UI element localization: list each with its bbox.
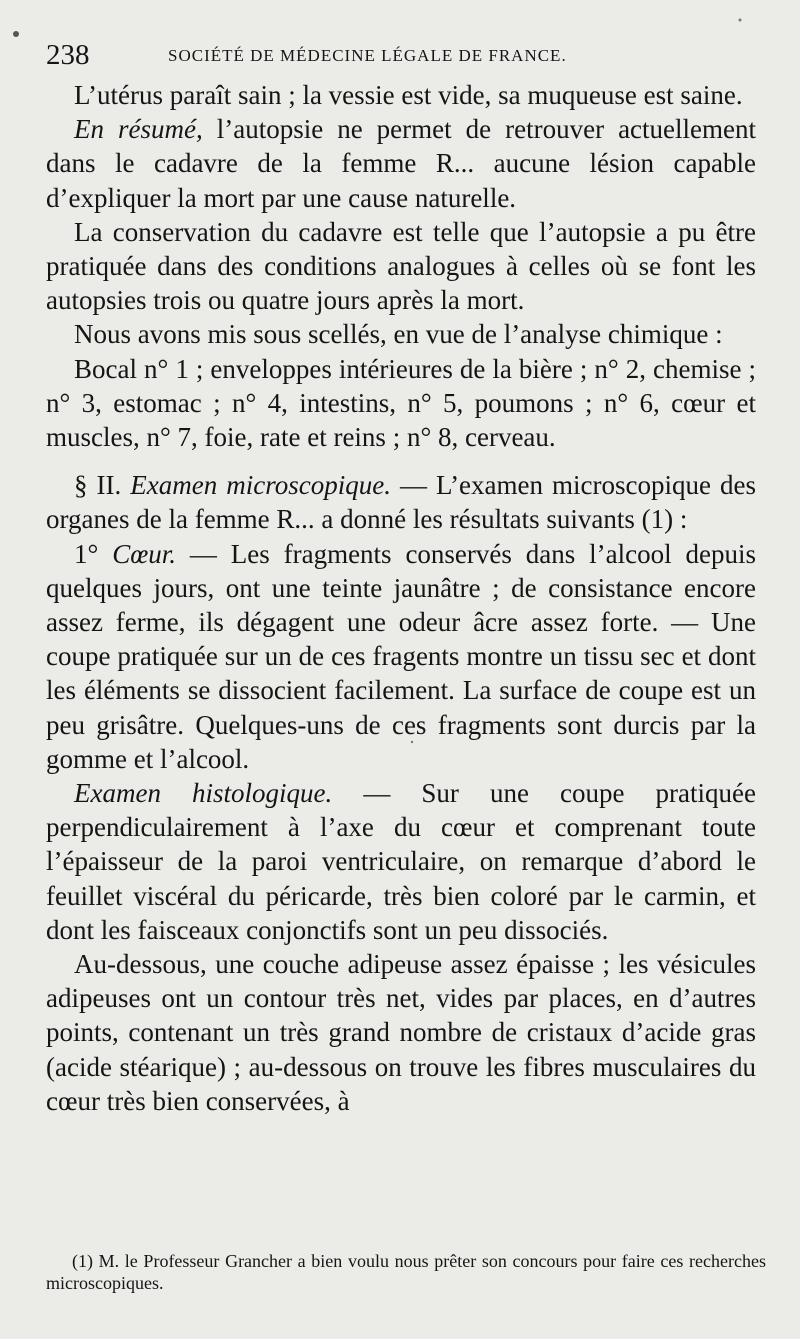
footnote-area — [46, 1250, 766, 1294]
paragraph-uterus — [46, 78, 756, 112]
page-header — [46, 38, 746, 72]
paragraph-text: Bocal n° 1 ; enveloppes intérieures de la bière ; n° 2, chemise ; n° 3, estomac ; n° 4, intestins, n° 5, poumons ; n° 6, cœur et muscles, n° 7, foie, rate et reins ; n° 8, cerveau. — [46, 353, 756, 453]
paragraph-text: — L’examen microscopique des organes de la femme R... a donné les résultats suivants (1) : — [46, 470, 757, 535]
page-number: 238 — [46, 39, 90, 71]
section-number: § II. — [74, 470, 131, 501]
item-number: 1° — [74, 538, 113, 569]
paragraph-resume — [46, 112, 756, 215]
paragraph-text: Nous avons mis sous scellés, en vue de l’analyse chimique : — [74, 319, 723, 350]
paragraph-scelles — [46, 317, 756, 351]
paragraph-text: — Sur une coupe pratiquée perpendiculairement à l’axe du cœur et comprenant toute l’épaisseur de la paroi ventriculaire, on remarque d’abord le feuillet viscéral du péricarde, très bien coloré par le carmin, et dont les faisceaux conjonctifs sont un peu dissociés. — [46, 778, 756, 945]
paragraph-emphasis: En résumé, — [74, 114, 203, 145]
paragraph-text: — Les fragments conservés dans l’alcool depuis quelques jours, ont une teinte jaunâtre ; de consistance encore assez ferme, ils dégagent une odeur âcre assez forte. — Une coupe pratiquée sur un de ces fragents montre un tissu sec et dont les éléments se dissocient facilement. La surface de coupe est un peu grisâtre. Quelques-uns de ces fragments sont durcis par la gomme et l’alcool. — [46, 538, 756, 774]
paragraph-text: L’utérus paraît sain ; la vessie est vide, sa muqueuse est saine. — [74, 80, 743, 110]
body-text — [46, 78, 756, 1118]
paragraph-couche-adipeuse — [46, 947, 756, 1118]
section-title: Examen microscopique. — [130, 470, 391, 501]
paragraph-text: La conservation du cadavre est telle que l’autopsie a pu être pratiquée dans des conditions analogues à celles où se font les autopsies trois ou quatre jours après la mort. — [46, 216, 756, 316]
paragraph-conservation — [46, 215, 756, 318]
running-head: SOCIÉTÉ DE MÉDECINE LÉGALE DE FRANCE. — [168, 46, 567, 65]
paragraph-text: l’autopsie ne permet de retrouver actuellement dans le cadavre de la femme R... aucune lésion capable d’expliquer la mort par une cause naturelle. — [46, 114, 756, 213]
paragraph-bocaux — [46, 352, 756, 455]
item-title: Cœur. — [112, 538, 176, 569]
paragraph-histologique — [46, 776, 756, 947]
footnote: (1) M. le Professeur Grancher a bien voulu nous prêter son concours pour faire ces recherches microscopiques. — [46, 1251, 766, 1293]
paragraph-coeur — [46, 537, 756, 776]
paragraph-text: Au-dessous, une couche adipeuse assez épaisse ; les vésicules adipeuses ont un contour très net, vides par places, en d’autres points, contenant un très grand nombre de cristaux d’acide gras (acide stéarique) ; au-dessous on trouve les fibres musculaires du cœur très bien conservées, à — [46, 949, 756, 1116]
paragraph-emphasis: Examen histologique. — [74, 778, 333, 809]
paragraph-examen-microscopique — [46, 468, 756, 536]
